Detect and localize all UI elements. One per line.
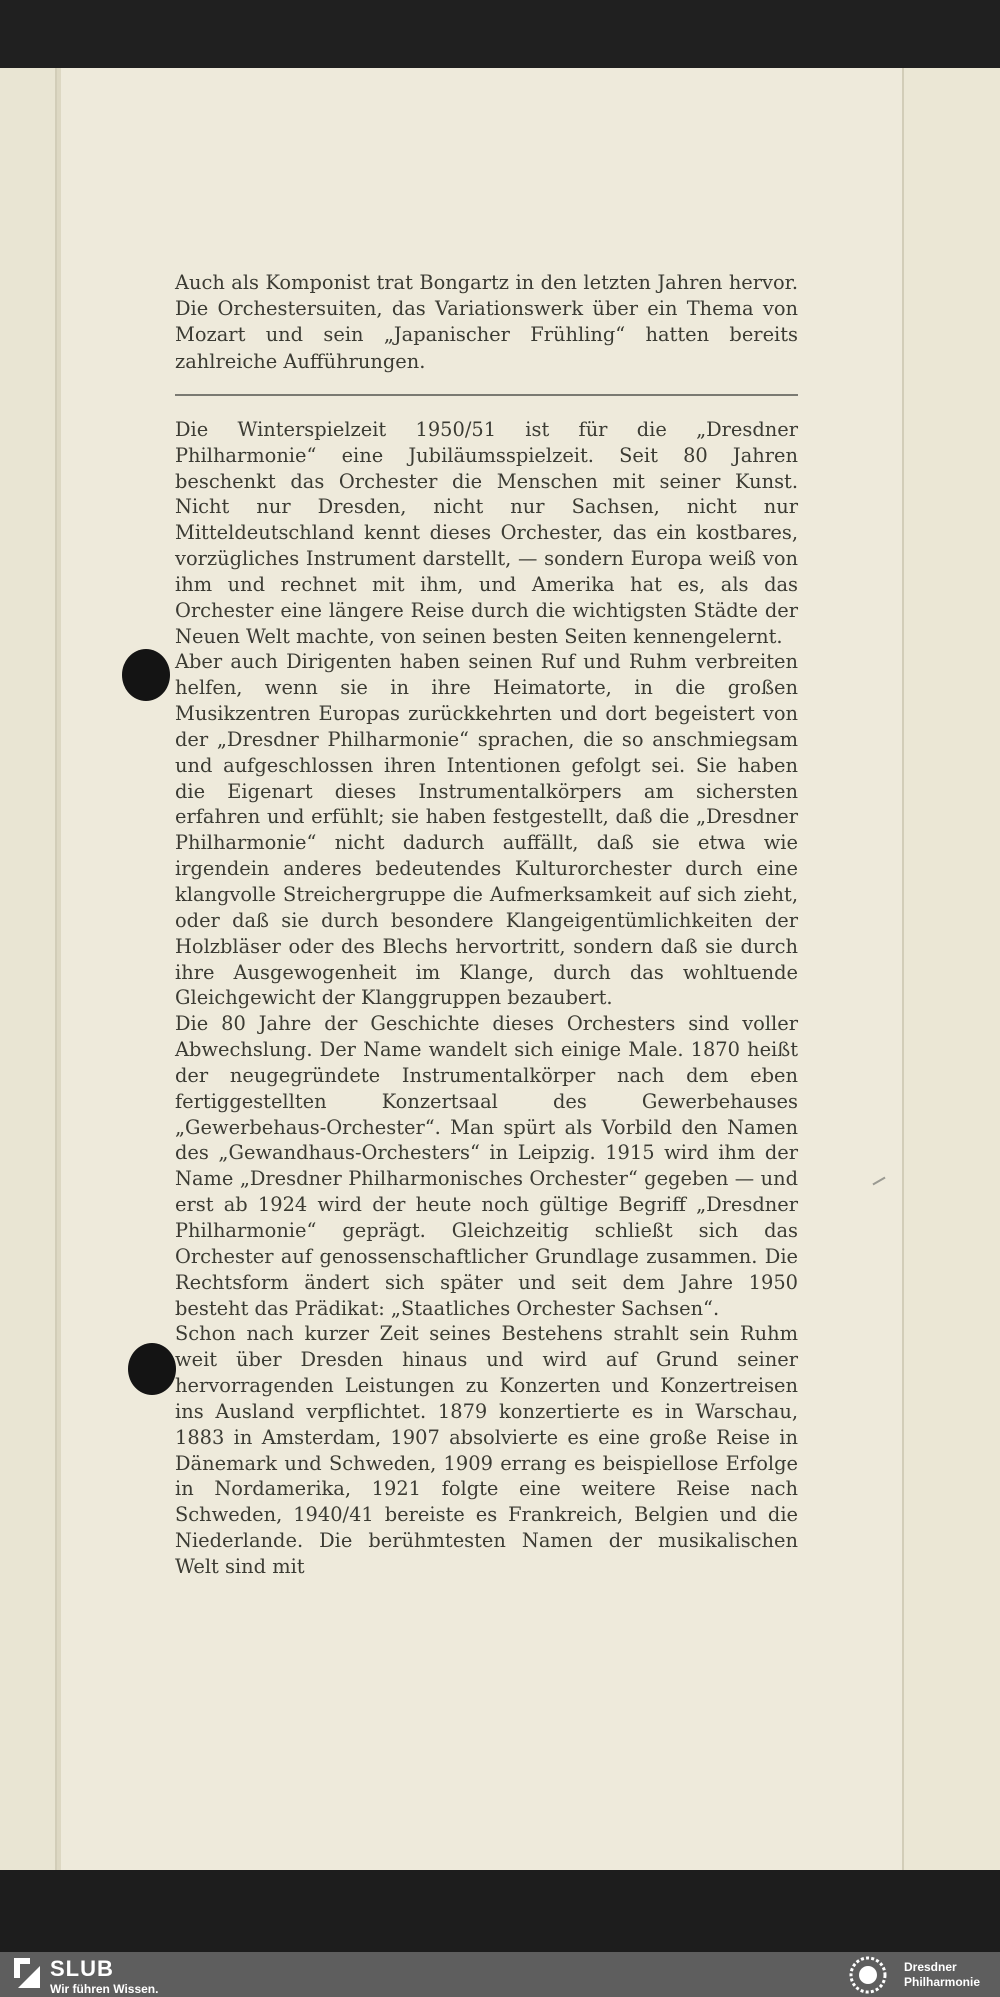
scan-bottom-border: [0, 1870, 1000, 1952]
footer-band: [0, 1952, 1000, 1997]
dresdner-philharmonie-logo[interactable]: [842, 1955, 992, 1995]
scan-top-border: [0, 0, 1000, 68]
left-fold-panel: [0, 68, 57, 1870]
punch-hole-top: [122, 649, 170, 701]
slub-logo-name: SLUB: [50, 1956, 114, 1981]
punch-hole-bottom: [128, 1343, 176, 1395]
body-paragraph-4: Schon nach kurzer Zeit seines Bestehens strahlt sein Ruhm weit über Dresden hinaus und wird auf Grund seiner hervorragenden Leistungen zu Konzerten und Konzertreisen ins Ausland verpflichtet. 1879 konzertierte es in Warschau, 1883 in Amsterdam, 1907 absolvierte es eine große Reise in Dänemark und Schweden, 1909 errang es beispiellose Erfolge in Nordamerika, 1921 folgte eine weitere Reise nach Schweden, 1940/41 bereiste es Frankreich, Belgien und die Niederlande. Die berühmtesten Namen der musikalischen Welt sind mit: [175, 1322, 798, 1578]
right-fold-panel: [902, 68, 1000, 1870]
philharmonie-emblem-icon: [842, 1955, 898, 1995]
body-paragraph-3: Die 80 Jahre der Geschichte dieses Orchesters sind voller Abwechslung. Der Name wandelt sich einige Male. 1870 heißt der neugegründete Instrumentalkörper nach dem eben fertiggestellten Konzertsaal des Gewerbehauses „Gewerbehaus-Orchester“. Man spürt als Vorbild den Namen des „Gewandhaus-Orchesters“ in Leipzig. 1915 wird ihm der Name „Dresdner Philharmonisches Orchester“ gegeben — und erst ab 1924 wird der heute noch gültige Begriff „Dresdner Philharmonie“ geprägt. Gleichzeitig schließt sich das Orchester auf genossenschaftlicher Grundlage zusammen. Die Rechtsform ändert sich später und seit dem Jahre 1950 besteht das Prädikat: „Staatliches Orchester Sachsen“.: [175, 1012, 798, 1320]
slub-mark-icon: [14, 1958, 30, 1978]
slub-logo-tagline: Wir führen Wissen.: [50, 1982, 159, 1996]
philharmonie-logo-line1: Dresdner: [904, 1960, 957, 1974]
philharmonie-logo-line2: Philharmonie: [904, 1975, 981, 1989]
section-divider: [175, 394, 798, 396]
body-paragraph-1: Die Winterspielzeit 1950/51 ist für die „Dresdner Philharmonie“ eine Jubiläumsspielzeit. Seit 80 Jahren beschenkt das Orchester die Menschen mit seiner Kunst. Nicht nur Dresden, nicht nur Sachsen, nicht nur Mitteldeutschland kennt dieses Orchester, das ein kostbares, vorzügliches Instrument darstellt, — sondern Europa weiß von ihm und rechnet mit ihm, und Amerika hat es, als das Orchester eine längere Reise durch die wichtigsten Städte der Neuen Welt machte, von seinen besten Seiten kennengelernt.: [175, 417, 798, 648]
left-fold-crease: [57, 68, 61, 1870]
intro-paragraph: Auch als Komponist trat Bongartz in den letzten Jahren hervor. Die Orchestersuiten, das Variationswerk über ein Thema von Mozart und sein „Japanischer Frühling“ hatten bereits zahlreiche Aufführungen.: [175, 271, 798, 373]
body-paragraph-2: Aber auch Dirigenten haben seinen Ruf und Ruhm verbreiten helfen, wenn sie in ihre Heimatorte, in die großen Musikzentren Europas zurückkehrten und dort begeistert von der „Dresdner Philharmonie“ sprachen, die so anschmiegsam und aufgeschlossen ihren Intentionen gefolgt sei. Sie haben die Eigenart dieses Instrumentalkörpers am sichersten erfahren und erfühlt; sie haben festgestellt, daß die „Dresdner Philharmonie“ nicht dadurch auffällt, daß sie etwa wie irgendein anderes bedeutendes Kulturorchester durch eine klangvolle Streichergruppe die Aufmerksamkeit auf sich zieht, oder daß sie durch besondere Klangeigentümlichkeiten der Holzbläser oder des Blechs hervortritt, sondern daß sie durch ihre Ausgewogenheit im Klange, durch das wohltuende Gleichgewicht der Klanggruppen bezaubert.: [175, 650, 798, 1010]
page-text: [175, 270, 798, 1580]
